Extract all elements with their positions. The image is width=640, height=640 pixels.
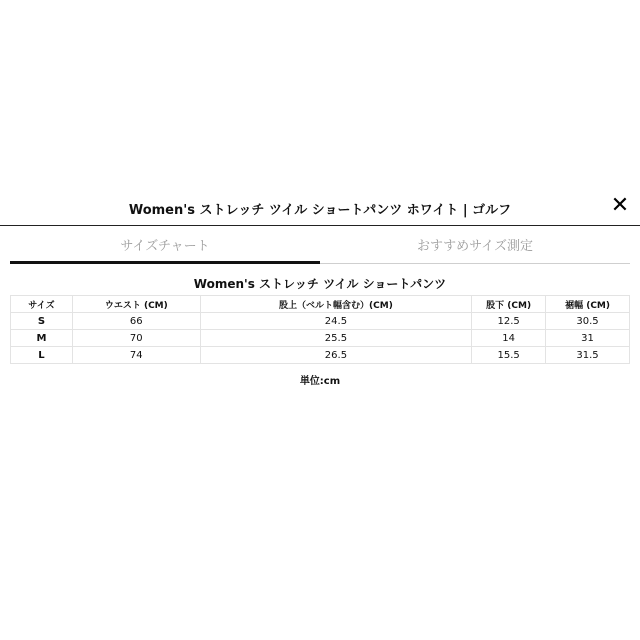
modal-title: Women's ストレッチ ツイル ショートパンツ ホワイト | ゴルフ: [128, 203, 512, 218]
tab-size-recommendation[interactable]: おすすめサイズ測定: [320, 236, 630, 264]
table-header-row: [11, 296, 630, 313]
header-hem-width: 裾幅 (CM): [546, 296, 630, 313]
table-cell: M: [11, 330, 73, 347]
table-row: [11, 347, 630, 364]
table-cell: 15.5: [472, 347, 546, 364]
header-inseam: 股下 (CM): [472, 296, 546, 313]
table-cell: 24.5: [200, 313, 472, 330]
table-cell: 14: [472, 330, 546, 347]
modal-header: [0, 188, 640, 226]
close-icon[interactable]: ✕: [610, 193, 630, 218]
header-waist: ウエスト (CM): [72, 296, 200, 313]
table-cell: 31: [546, 330, 630, 347]
table-cell: 12.5: [472, 313, 546, 330]
size-chart-table: [10, 295, 630, 364]
table-cell: 30.5: [546, 313, 630, 330]
table-cell: 70: [72, 330, 200, 347]
unit-note: 単位:cm: [299, 376, 341, 387]
tab-size-chart[interactable]: サイズチャート: [10, 236, 320, 264]
size-chart-title: Women's ストレッチ ツイル ショートパンツ: [193, 277, 447, 291]
header-rise: 股上（ベルト幅含む）(CM): [200, 296, 472, 313]
table-row: [11, 313, 630, 330]
table-cell: 26.5: [200, 347, 472, 364]
table-row: [11, 330, 630, 347]
table-cell: S: [11, 313, 73, 330]
table-cell: L: [11, 347, 73, 364]
table-cell: 25.5: [200, 330, 472, 347]
table-cell: 74: [72, 347, 200, 364]
header-size: サイズ: [11, 296, 73, 313]
table-cell: 66: [72, 313, 200, 330]
table-cell: 31.5: [546, 347, 630, 364]
tab-bar: [10, 236, 630, 264]
